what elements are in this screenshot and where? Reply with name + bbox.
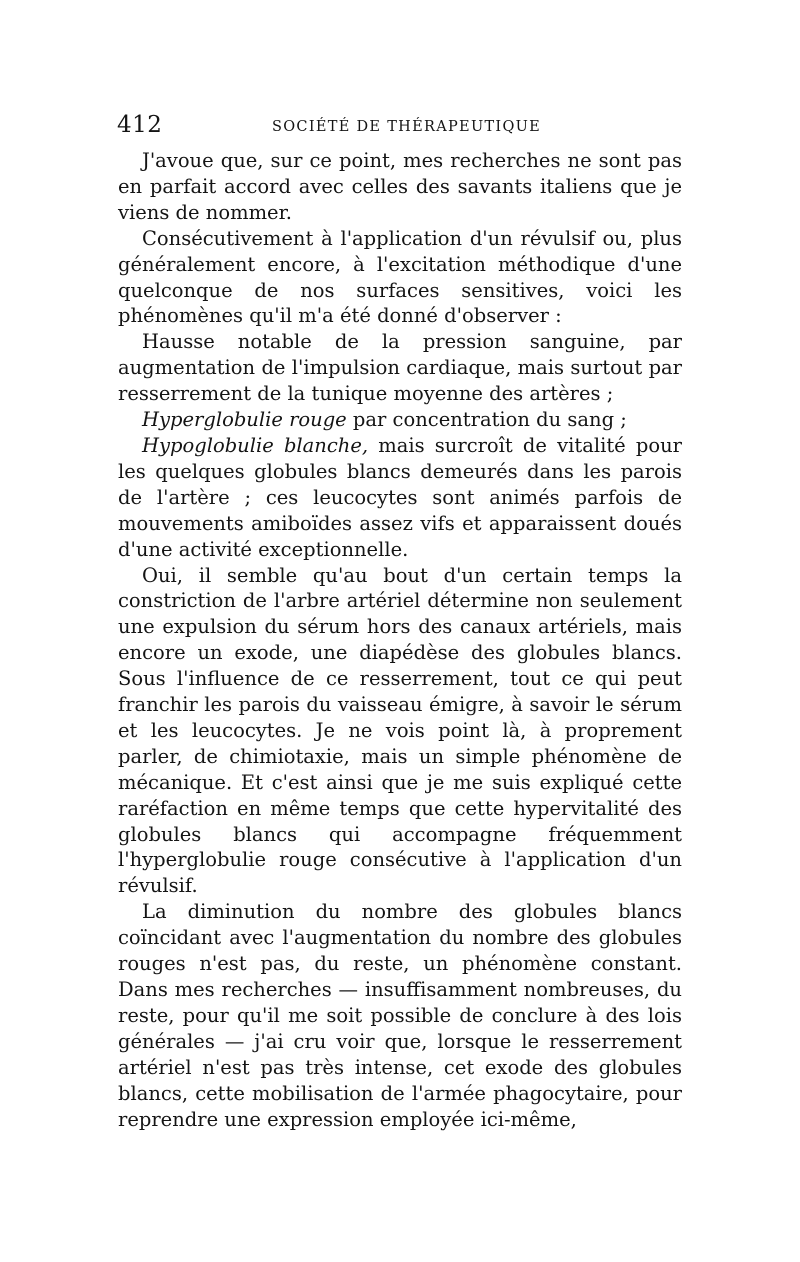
paragraph-5: Hypoglobulie blanche, mais surcroît de vitalité pour les quelques globules blancs demeurés dans les parois de l'artère ; ces leucocytes sont animés parfois de mouvements amiboïdes assez vifs et apparaissent doués d'une activité exceptionnelle. — [118, 433, 682, 561]
italic-term: Hyperglobulie rouge — [142, 408, 347, 432]
paragraph-4: Hyperglobulie rouge par concentration du sang ; — [142, 408, 627, 432]
paragraph-6: Oui, il semble qu'au bout d'un certain temps la constriction de l'arbre artériel détermine non seulement une expulsion du sérum hors des canaux artériels, mais encore un exode, une diapédèse des globules blancs. Sous l'influence de ce resserrement, tout ce qui peut franchir les parois du vaisseau émigre, à savoir le sérum et les leucocytes. Je ne vois point là, à proprement parler, de chimiotaxie, mais un simple phénomène de mécanique. Et c'est ainsi que je me suis expliqué cette raréfaction en même temps que cette hypervitalité des globules blancs qui accompagne fréquemment l'hyperglobulie rouge consécutive à l'application d'un révulsif. — [118, 563, 682, 898]
page-number: 412 — [117, 112, 163, 138]
paragraph-2: Consécutivement à l'application d'un révulsif ou, plus généralement encore, à l'excitation méthodique d'une quelconque de nos surfaces sensitives, voici les phénomènes qu'il m'a été donné d'observer : — [118, 226, 682, 328]
italic-term: Hypoglobulie blanche, — [142, 433, 369, 457]
paragraph-7: La diminution du nombre des globules blancs coïncidant avec l'augmentation du nombre des globules rouges n'est pas, du reste, un phénomène constant. Dans mes recherches — insuffisamment nombreuses, du reste, pour qu'il me soit possible de conclure à des lois générales — j'ai cru voir que, lorsque le resserrement artériel n'est pas très intense, cet exode des globules blancs, cette mobilisation de l'armée phagocytaire, pour reprendre une expression employée ici-même, — [118, 900, 682, 1131]
body-text — [118, 148, 682, 1132]
page-header — [117, 112, 683, 142]
running-head: SOCIÉTÉ DE THÉRAPEUTIQUE — [272, 119, 542, 135]
paragraph-1: J'avoue que, sur ce point, mes recherches ne sont pas en parfait accord avec celles des savants italiens que je viens de nommer. — [118, 149, 682, 224]
paragraph-3: Hausse notable de la pression sanguine, par augmentation de l'impulsion cardiaque, mais surtout par resserrement de la tunique moyenne des artères ; — [118, 330, 682, 406]
